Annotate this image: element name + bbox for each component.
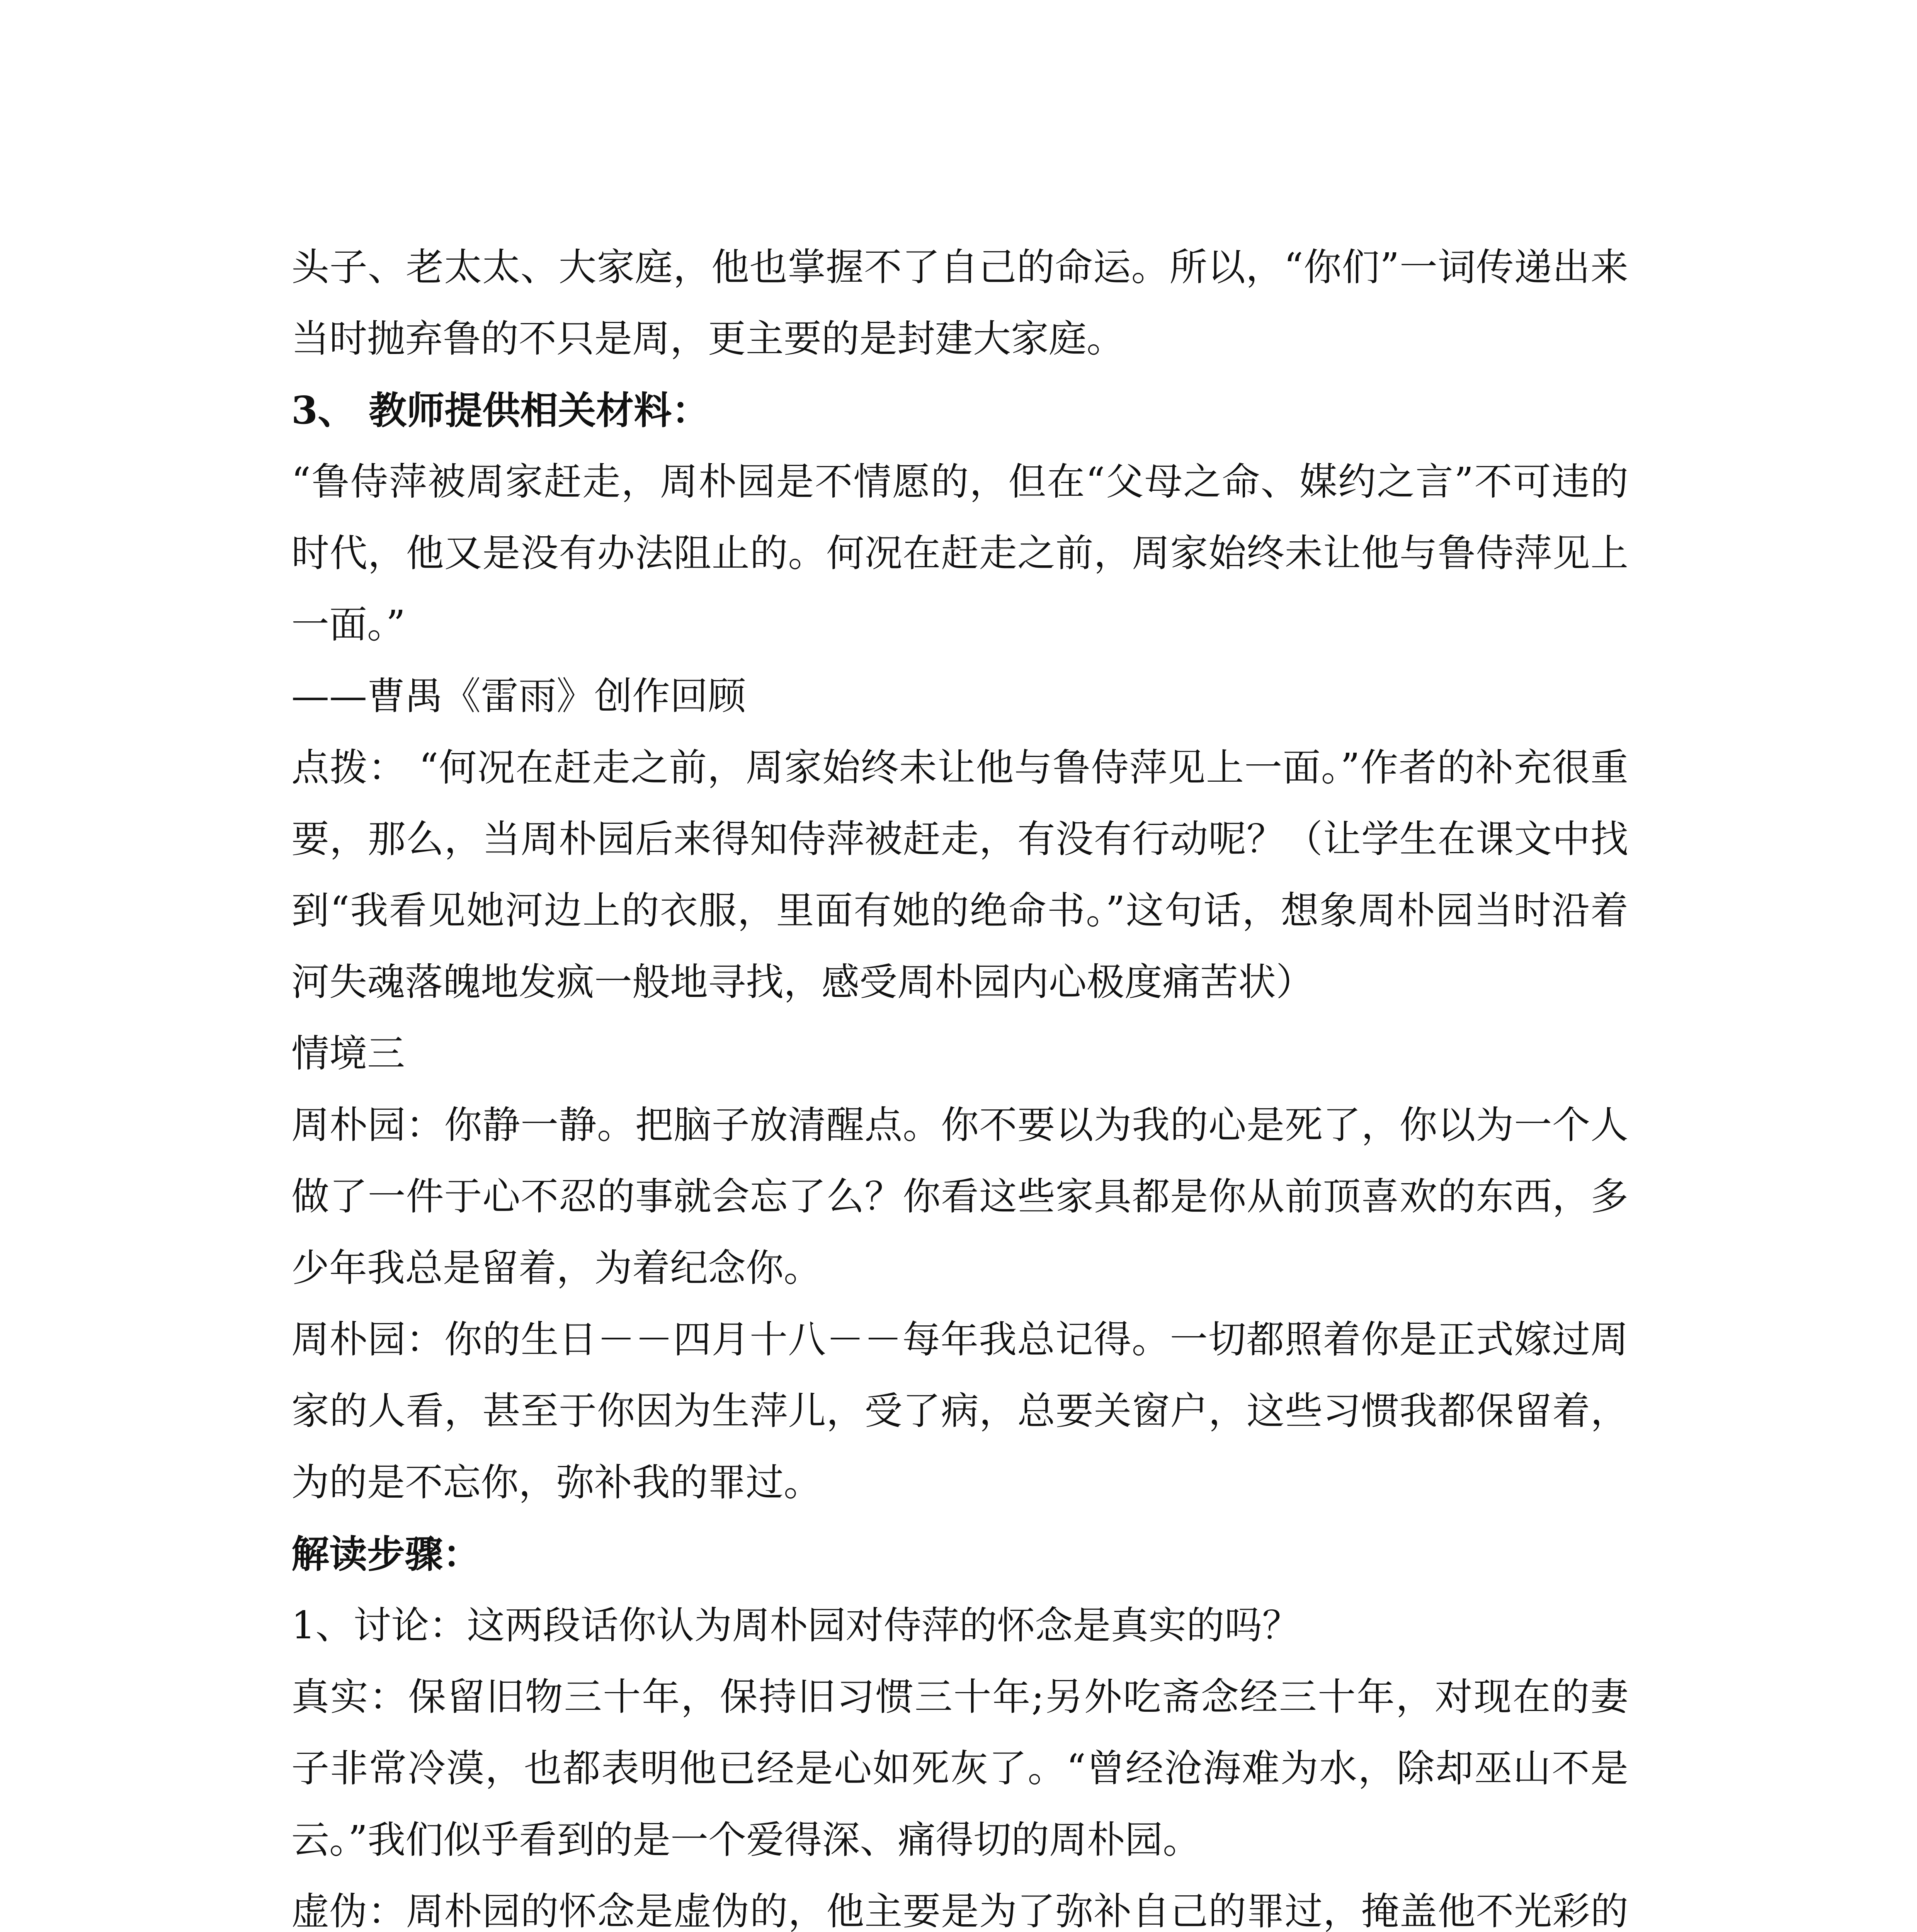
paragraph-intro-continuation: 头子、老太太、大家庭，他也掌握不了自己的命运。所以，“你们”一词传递出来当时抛弃鲁的不只是周，更主要的是封建大家庭。 bbox=[291, 245, 1628, 361]
dialogue-line-2: 周朴园：你的生日－－四月十八－－每年我总记得。一切都照着你是正式嫁过周家的人看，甚至于你因为生萍儿，受了病，总要关窗户，这些习惯我都保留着，为的是不忘你，弥补我的罪过。 bbox=[291, 1318, 1628, 1505]
quotation-source: ——曹禺《雷雨》创作回顾 bbox=[291, 674, 746, 718]
section-heading-materials: 3、 教师提供相关材料： bbox=[291, 388, 710, 433]
paragraph-guidance: 点拨： “何况在赶走之前，周家始终未让他与鲁侍萍见上一面。”作者的补充很重要，那么，当周朴园后来得知侍萍被赶走，有没有行动呢？（让学生在课文中找到“我看见她河边上的衣服，里面有她的绝命书。”这句话，想象周朴园当时沿着河失魂落魄地发疯一般地寻找，感受周朴园内心极度痛苦状） bbox=[291, 746, 1628, 1004]
paragraph-hypocritical-view: 虚伪：周朴园的怀念是虚伪的，他主要是为了弥补自己的罪过，掩盖他不光彩的 bbox=[291, 1889, 1628, 1932]
document-body bbox=[291, 232, 1628, 1932]
quotation-paragraph: “鲁侍萍被周家赶走，周朴园是不情愿的，但在“父母之命、媒约之言”不可违的时代，他又是没有办法阻止的。何况在赶走之前，周家始终未让他与鲁侍萍见上一面。” bbox=[291, 460, 1628, 647]
paragraph-genuine-view: 真实：保留旧物三十年，保持旧习惯三十年;另外吃斋念经三十年，对现在的妻子非常冷漠，也都表明他已经是心如死灰了。“曾经沧海难为水，除却巫山不是云。”我们似乎看到的是一个爱得深、痛得切的周朴园。 bbox=[291, 1675, 1628, 1862]
discussion-question: 1、讨论：这两段话你认为周朴园对侍萍的怀念是真实的吗？ bbox=[291, 1604, 1300, 1648]
dialogue-line-1: 周朴园：你静一静。把脑子放清醒点。你不要以为我的心是死了，你以为一个人做了一件于心不忍的事就会忘了么？你看这些家具都是你从前顶喜欢的东西，多少年我总是留着，为着纪念你。 bbox=[291, 1103, 1628, 1290]
scenario-heading: 情境三 bbox=[291, 1032, 405, 1076]
section-heading-steps: 解读步骤： bbox=[291, 1532, 481, 1577]
